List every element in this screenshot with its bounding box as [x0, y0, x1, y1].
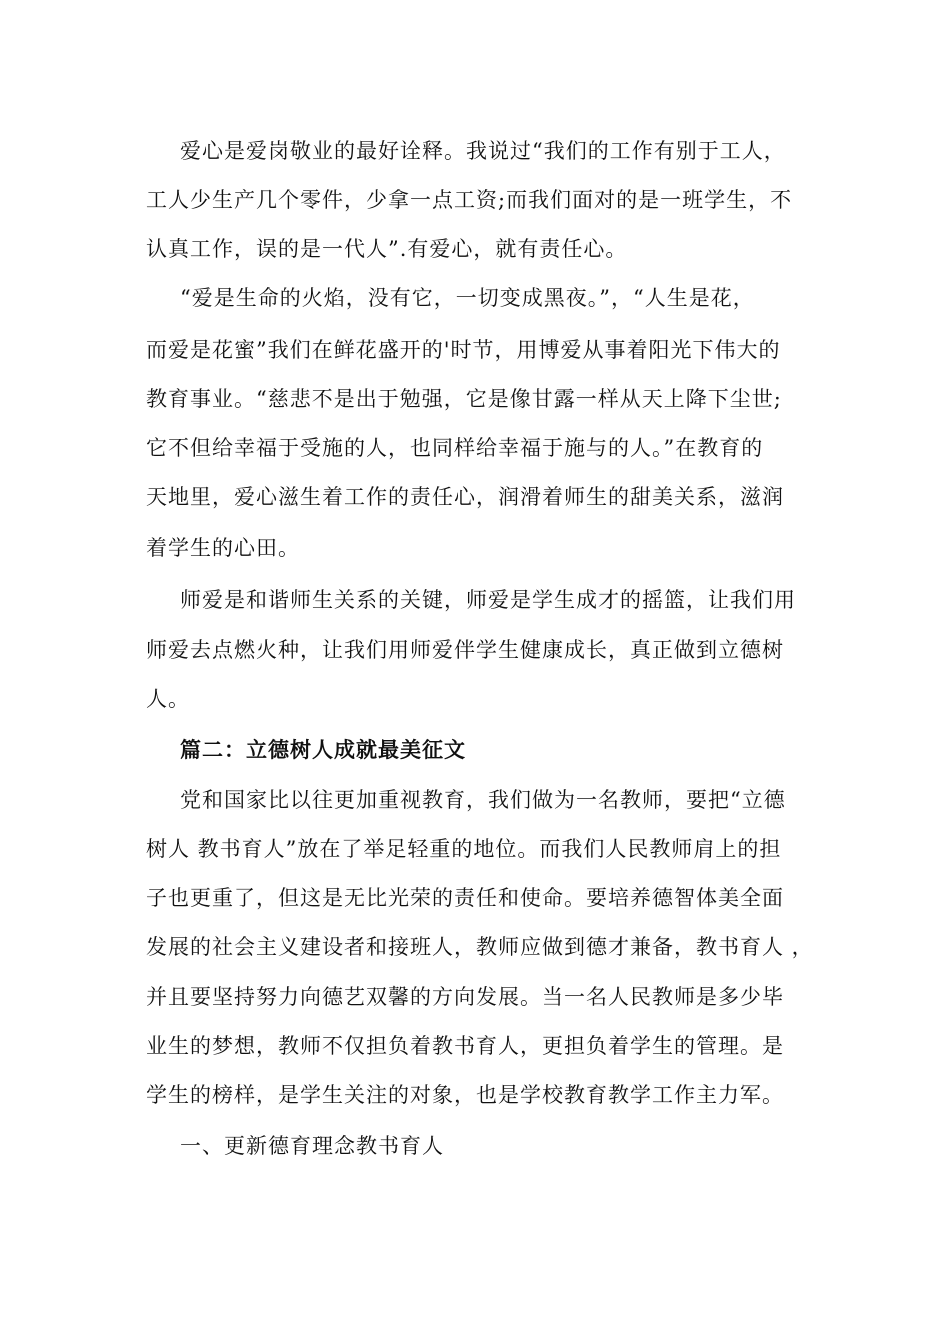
text-line: 发展的社会主义建设者和接班人，教师应做到德才兼备，教书育人 ，: [146, 935, 814, 959]
text-line: 业生的梦想，教师不仅担负着教书育人，更担负着学生的管理。是: [146, 1034, 784, 1058]
text-line: 党和国家比以往更加重视教育，我们做为一名教师，要把“立德: [180, 788, 786, 812]
text-line: 并且要坚持努力向德艺双馨的方向发展。当一名人民教师是多少毕: [146, 985, 784, 1009]
text-line: 它不但给幸福于受施的人，也同样给幸福于施与的人。”在教育的: [146, 436, 764, 460]
text-line: 教育事业。“慈悲不是出于勉强，它是像甘露一样从天上降下尘世;: [146, 387, 782, 411]
text-line: 师爱是和谐师生关系的关键，师爱是学生成才的摇篮，让我们用: [180, 588, 796, 612]
text-line: 树人 教书育人”放在了举足轻重的地位。而我们人民教师肩上的担: [146, 837, 782, 861]
text-line: 爱心是爱岗敬业的最好诠释。我说过“我们的工作有别于工人，: [180, 139, 786, 163]
text-line: 子也更重了，但这是无比光荣的责任和使命。要培养德智体美全面: [146, 886, 784, 910]
text-line: “爱是生命的火焰，没有它，一切变成黑夜。”，“人生是花，: [180, 286, 755, 310]
text-line: 学生的榜样，是学生关注的对象，也是学校教育教学工作主力军。: [146, 1083, 784, 1107]
text-line: 工人少生产几个零件，少拿一点工资;而我们面对的是一班学生，不: [146, 188, 793, 212]
text-line: 人。: [146, 687, 190, 711]
text-line: 认真工作，误的是一代人”.有爱心，就有责任心。: [146, 237, 628, 261]
text-line: 天地里，爱心滋生着工作的责任心，润滑着师生的甜美关系，滋润: [146, 485, 784, 509]
text-line: 而爱是花蜜”我们在鲜花盛开的'时节，用博爱从事着阳光下伟大的: [146, 338, 781, 362]
subsection-heading: 一、更新德育理念教书育人: [180, 1134, 444, 1158]
text-line: 师爱去点燃火种，让我们用师爱伴学生健康成长，真正做到立德树: [146, 638, 784, 662]
text-line: 着学生的心田。: [146, 536, 300, 560]
section-heading: 篇二：立德树人成就最美征文: [180, 738, 466, 762]
